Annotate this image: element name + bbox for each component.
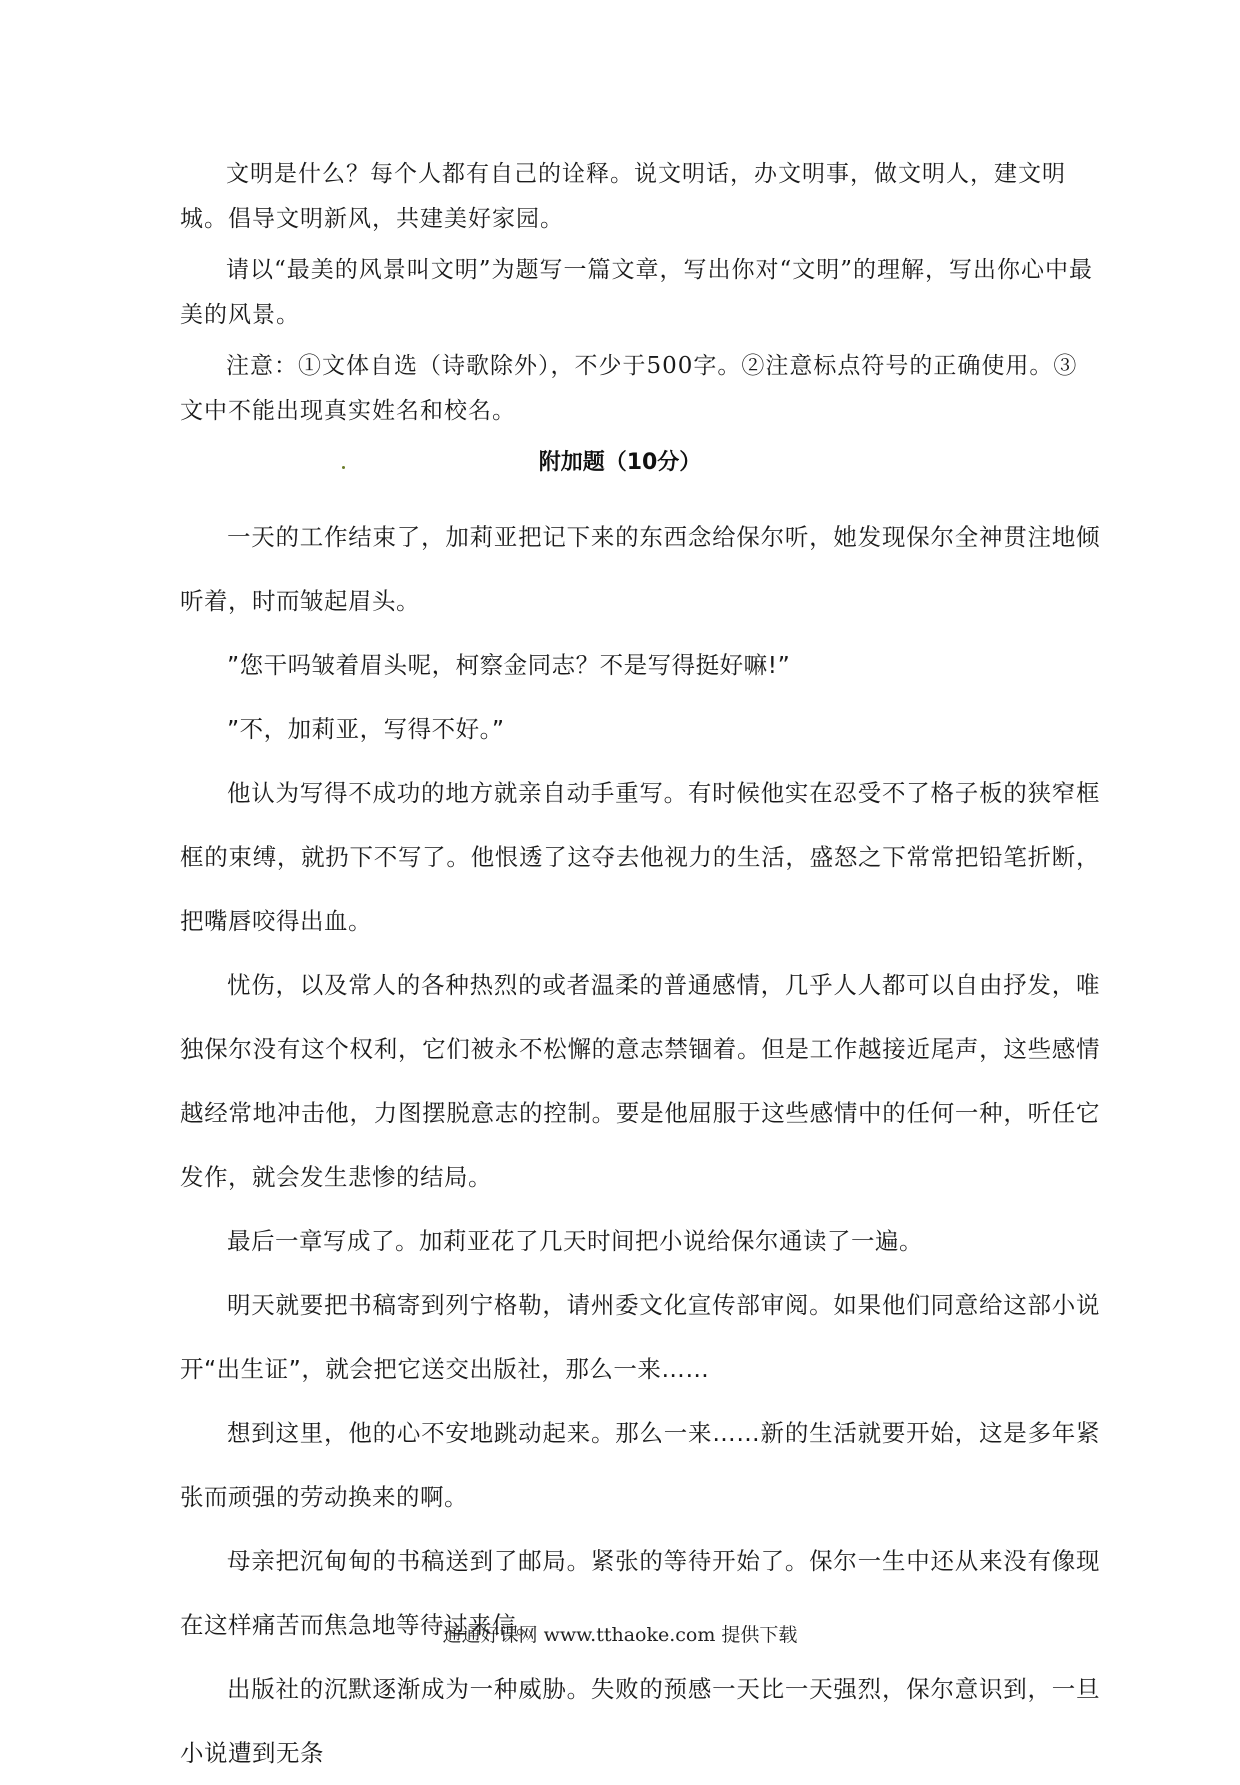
excerpt-paragraph: ”不，加莉亚，写得不好。” [227, 715, 505, 743]
excerpt-paragraph: 想到这里，他的心不安地跳动起来。那么一来……新的生活就要开始，这是多年紧张而顽强的劳动换来的啊。 [180, 1419, 1100, 1511]
excerpt-paragraph: 他认为写得不成功的地方就亲自动手重写。有时候他实在忍受不了格子板的狭窄框框的束缚，就扔下不写了。他恨透了这夺去他视力的生活，盛怒之下常常把铅笔折断，把嘴唇咬得出血。 [180, 779, 1100, 935]
excerpt-paragraph: 出版社的沉默逐渐成为一种威胁。失败的预感一天比一天强烈，保尔意识到，一旦小说遭到无条 [180, 1675, 1100, 1767]
excerpt-paragraph: 一天的工作结束了，加莉亚把记下来的东西念给保尔听，她发现保尔全神贯注地倾听着，时而皱起眉头。 [180, 523, 1100, 615]
bonus-title: 附加题（10分） [538, 450, 702, 475]
excerpt-paragraph: 母亲把沉甸甸的书稿送到了邮局。紧张的等待开始了。保尔一生中还从来没有像现在这样痛苦而焦急地等待过来信。 [180, 1547, 1100, 1639]
reading-excerpt [180, 505, 1100, 1785]
excerpt-paragraph: 忧伤，以及常人的各种热烈的或者温柔的普通感情，几乎人人都可以自由抒发，唯独保尔没有这个权利，它们被永不松懈的意志禁锢着。但是工作越接近尾声，这些感情越经常地冲击他，力图摆脱意志的控制。要是他屈服于这些感情中的任何一种，听任它发作，就会发生悲惨的结局。 [180, 971, 1100, 1191]
essay-prompt [180, 152, 1100, 440]
page-footer: 通通好课网 www.tthaoke.com 提供下载 [442, 1624, 798, 1646]
essay-notes: 注意：①文体自选（诗歌除外），不少于500字。②注意标点符号的正确使用。③文中不能出现真实姓名和校名。 [180, 353, 1078, 424]
essay-task: 请以“最美的风景叫文明”为题写一篇文章，写出你对“文明”的理解，写出你心中最美的风景。 [180, 257, 1094, 328]
excerpt-paragraph: 明天就要把书稿寄到列宁格勒，请州委文化宣传部审阅。如果他们同意给这部小说开“出生证”，就会把它送交出版社，那么一来…… [180, 1291, 1100, 1383]
essay-intro: 文明是什么？每个人都有自己的诠释。说文明话，办文明事，做文明人，建文明城。倡导文明新风，共建美好家园。 [180, 161, 1066, 232]
excerpt-paragraph: 最后一章写成了。加莉亚花了几天时间把小说给保尔通读了一遍。 [227, 1227, 923, 1255]
excerpt-paragraph: ”您干吗皱着眉头呢，柯察金同志？不是写得挺好嘛!” [227, 651, 791, 679]
